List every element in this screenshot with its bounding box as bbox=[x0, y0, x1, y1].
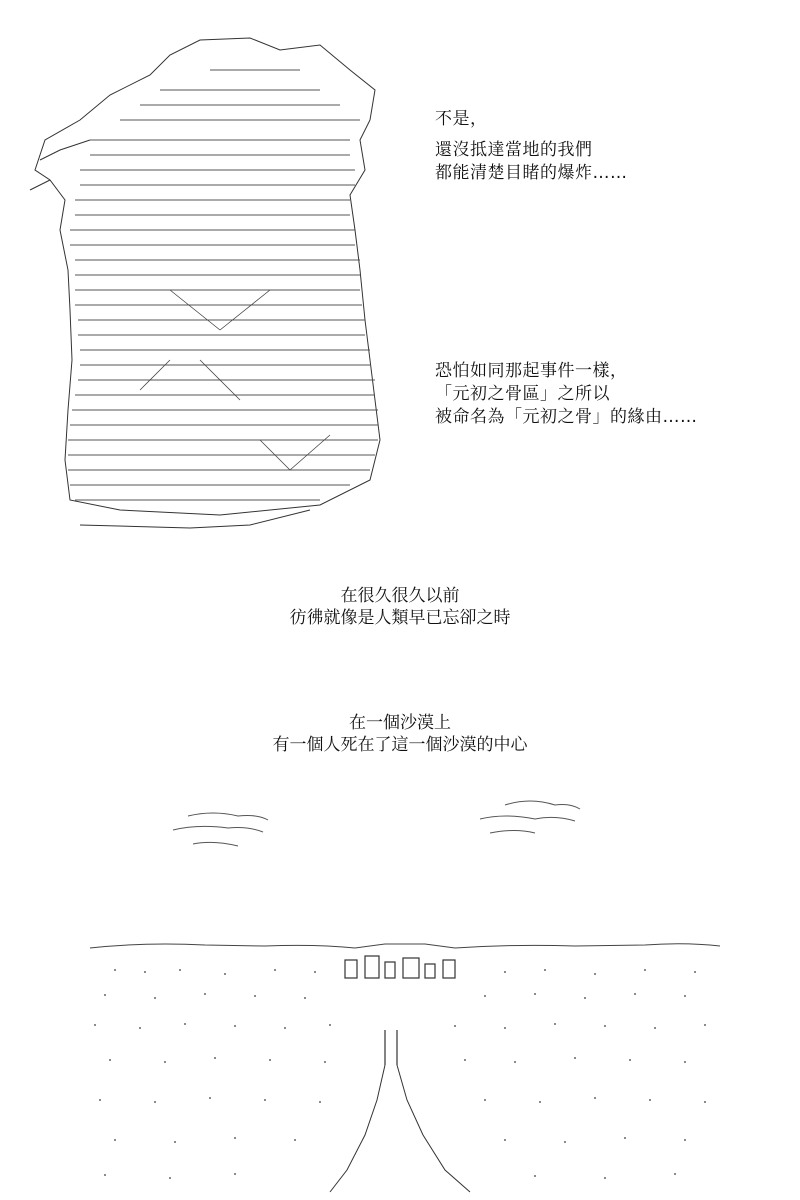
desert-horizon-art bbox=[85, 930, 725, 1195]
small-cloud-right bbox=[475, 795, 585, 840]
caption-line: 被命名為「元初之骨」的緣由…… bbox=[435, 407, 698, 427]
caption-line: 還沒抵達當地的我們 bbox=[435, 140, 593, 160]
caption-line: 都能清楚目睹的爆炸…… bbox=[435, 163, 628, 183]
narration-block-1 bbox=[0, 585, 800, 629]
caption-mid-right bbox=[435, 360, 698, 429]
caption-top-right bbox=[435, 108, 628, 185]
small-cloud-left bbox=[168, 808, 278, 853]
narration-block-2 bbox=[0, 712, 800, 756]
caption-line: 不是， bbox=[435, 109, 488, 129]
caption-line: 「元初之骨區」之所以 bbox=[435, 384, 610, 404]
narration-line: 在很久很久以前 bbox=[340, 586, 460, 606]
caption-line: 恐怕如同那起事件一樣， bbox=[435, 361, 628, 381]
explosion-cloud-art bbox=[20, 30, 400, 530]
narration-line: 在一個沙漠上 bbox=[349, 713, 451, 733]
narration-line: 有一個人死在了這一個沙漠的中心 bbox=[272, 735, 528, 755]
narration-line: 彷彿就像是人類早已忘卻之時 bbox=[289, 608, 511, 628]
